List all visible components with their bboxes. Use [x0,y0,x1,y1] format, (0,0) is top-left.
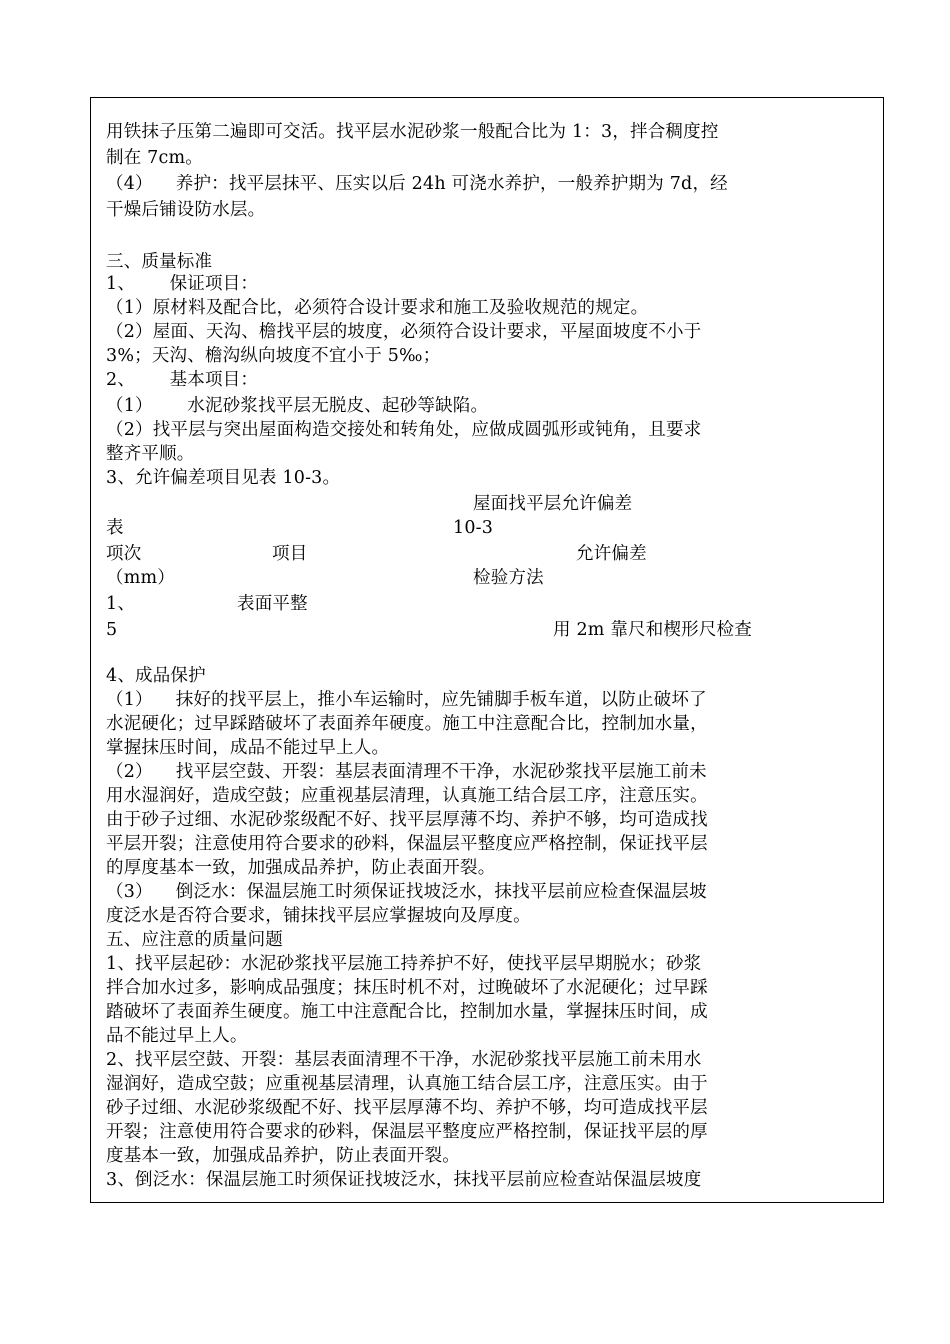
row-method: 用 2m 靠尺和楔形尺检查 [553,620,752,640]
text-line: （1） 水泥砂浆找平层无脱皮、起砂等缺陷。 [106,396,489,416]
text-line: 干燥后铺设防水层。 [106,200,266,220]
text-line: 的厚度基本一致，加强成品养护，防止表面开裂。 [106,858,496,878]
text-line: 掌握抹压时间，成品不能过早上人。 [106,738,390,758]
text-line: （2） 找平层空鼓、开裂：基层表面清理不干净，水泥砂浆找平层施工前未 [106,762,707,782]
text-line: 1、找平层起砂：水泥砂浆找平层施工持养护不好，使找平层早期脱水；砂浆 [106,954,702,974]
row-tolerance: 5 [106,620,118,640]
col-header-method: 检验方法 [473,568,544,588]
text-line: 砂子过细、水泥砂浆级配不好、找平层厚薄不均、养护不够，均可造成找平层 [106,1098,708,1118]
text-line: 1、 保证项目： [106,274,259,294]
row-item: 表面平整 [237,594,308,614]
col-header-unit: （mm） [106,568,175,588]
text-line: 3、倒泛水：保温层施工时须保证找坡泛水，抹找平层前应检查站保温层坡度 [106,1170,702,1190]
text-line: （4） 养护：找平层抹平、压实以后 24h 可浇水养护，一般养护期为 7d，经 [106,174,728,194]
text-line: 度泛水是否符合要求，铺抹找平层应掌握坡向及厚度。 [106,906,531,926]
text-line: 度基本一致，加强成品养护，防止表面开裂。 [106,1146,460,1166]
text-line: 湿润好，造成空鼓；应重视基层清理，认真施工结合层工序，注意压实。由于 [106,1074,708,1094]
text-line: （1） 抹好的找平层上，推小车运输时，应先铺脚手板车道，以防止破坏了 [106,690,707,710]
table-word: 表 [106,518,124,538]
text-line: 用水湿润好，造成空鼓；应重视基层清理，认真施工结合层工序，注意压实。 [106,786,708,806]
text-line: （3） 倒泛水：保温层施工时须保证找坡泛水，抹找平层前应检查保温层坡 [106,882,707,902]
row-no: 1、 [106,594,136,614]
text-line: 整齐平顺。 [106,444,195,464]
text-line: 3、允许偏差项目见表 10-3。 [106,468,341,488]
text-line: 品不能过早上人。 [106,1026,248,1046]
text-line: 踏破坏了表面养生硬度。施工中注意配合比，控制加水量，掌握抹压时间，成 [106,1002,708,1022]
text-line: 2、 基本项目： [106,370,259,390]
text-line: 用铁抹子压第二遍即可交活。找平层水泥砂浆一般配合比为 1：3，拌合稠度控 [106,122,719,142]
text-line: 2、找平层空鼓、开裂：基层表面清理不干净，水泥砂浆找平层施工前未用水 [106,1050,702,1070]
text-line: 制在 7cm。 [106,148,203,168]
col-header-no: 项次 [106,544,142,564]
table-number: 10-3 [453,518,494,538]
text-line: 3%；天沟、檐沟纵向坡度不宜小于 5‰； [106,346,441,366]
text-line: 4、成品保护 [106,666,206,686]
text-line: （2）找平层与突出屋面构造交接处和转角处，应做成圆弧形或钝角，且要求 [106,420,702,440]
text-line: 拌合加水过多，影响成品强度；抹压时机不对，过晚破坏了水泥硬化；过早踩 [106,978,708,998]
col-header-tolerance: 允许偏差 [576,544,647,564]
col-header-item: 项目 [272,544,308,564]
text-line: 平层开裂；注意使用符合要求的砂料，保温层平整度应严格控制，保证找平层 [106,834,708,854]
text-line: （1）原材料及配合比，必须符合设计要求和施工及验收规范的规定。 [106,298,649,318]
text-line: （2）屋面、天沟、檐找平层的坡度，必须符合设计要求，平屋面坡度不小于 [106,322,702,342]
table-caption: 屋面找平层允许偏差 [473,494,633,514]
text-line: 由于砂子过细、水泥砂浆级配不好、找平层厚薄不均、养护不够，均可造成找 [106,810,708,830]
text-line: 开裂；注意使用符合要求的砂料，保温层平整度应严格控制，保证找平层的厚 [106,1122,708,1142]
text-line: 三、质量标准 [106,252,213,272]
text-line: 水泥硬化；过早踩踏破坏了表面养年硬度。施工中注意配合比，控制加水量， [106,714,708,734]
text-line: 五、应注意的质量问题 [106,930,283,950]
